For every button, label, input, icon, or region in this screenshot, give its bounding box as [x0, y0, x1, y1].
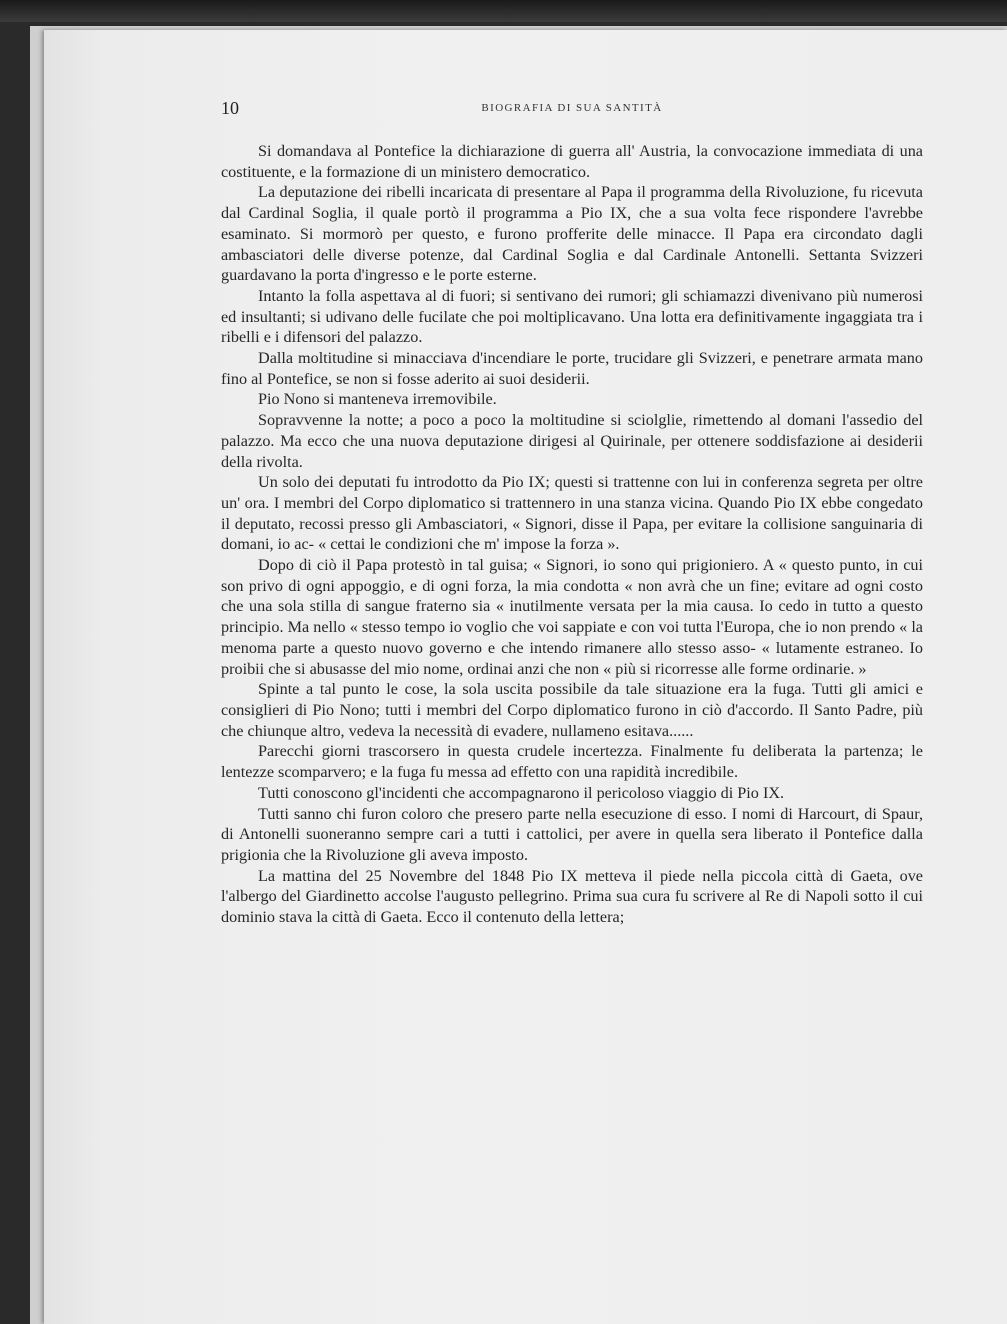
paragraph: Intanto la folla aspettava al di fuori; si sentivano dei rumori; gli schiamazzi divenivano più numerosi ed insultanti; si udivano delle fucilate che poi moltiplicavano. Una lotta era definitivamente ingaggiata tra i ribelli e i difensori del palazzo. — [221, 286, 923, 347]
paragraph: Si domandava al Pontefice la dichiarazione di guerra all' Austria, la convocazione immediata di una costituente, e la formazione di un ministero democratico. — [221, 142, 923, 181]
paragraph: La deputazione dei ribelli incaricata di presentare al Papa il programma della Rivoluzione, fu ricevuta dal Cardinal Soglia, il quale portò il programma a Pio IX, che a sua volta fece rispondere l'avrebbe esaminato. Si mormorò per questo, e furono profferite delle minacce. Il Papa era circondato dagli ambasciatori delle diverse potenze, dal Cardinal Soglia e dal Cardinale Antonelli. Settanta Svizzeri guardavano la porta d'ingresso e le porte esterne. — [221, 183, 923, 285]
paragraph: Tutti conoscono gl'incidenti che accompagnarono il pericoloso viaggio di Pio IX. — [258, 783, 785, 802]
paragraph: Un solo dei deputati fu introdotto da Pio IX; questi si trattenne con lui in conferenza segreta per oltre un' ora. I membri del Corpo diplomatico si trattennero in una stanza vicina. Quando Pio IX ebbe congedato il deputato, recossi presso gli Ambasciatori, « Signori, disse il Papa, per evitare la collisione sanguinaria di domani, io ac- « cettai le condizioni che m' impose la forza ». — [221, 473, 923, 554]
page-number: 10 — [221, 98, 239, 118]
paragraph: Spinte a tal punto le cose, la sola uscita possibile da tale situazione era la fuga. Tutti gli amici e consiglieri di Pio Nono; tutti i membri del Corpo diplomatico furono in ciò d'accordo. Il Santo Padre, più che chiunque altro, vedeva la necessità di evadere, nullameno esitava...... — [221, 680, 923, 740]
page-header — [221, 98, 923, 128]
paragraph: Parecchi giorni trascorsero in questa crudele incertezza. Finalmente fu deliberata la partenza; le lentezze scomparvero; e la fuga fu messa ad effetto con una rapidità incredibile. — [221, 742, 923, 782]
paragraph: Pio Nono si manteneva irremovibile. — [258, 390, 497, 409]
paragraph: Sopravvenne la notte; a poco a poco la moltitudine si sciolglie, rimettendo al domani l'assedio del palazzo. Ma ecco che una nuova deputazione dirigesi al Quirinale, per ottenere soddisfazione ai desiderii della rivolta. — [221, 411, 923, 471]
body-text — [221, 141, 923, 928]
paragraph: Tutti sanno chi furon coloro che presero parte nella esecuzione di esso. I nomi di Harcourt, di Spaur, di Antonelli suoneranno sempre cari a tutti i cattolici, per avere in quella sera liberato il Pontefice dalla prigionia che la Rivoluzione gli aveva imposto. — [221, 804, 923, 864]
paragraph: Dalla moltitudine si minacciava d'incendiare le porte, trucidare gli Svizzeri, e penetrare armata mano fino al Pontefice, se non si fosse aderito ai suoi desiderii. — [221, 349, 923, 388]
paragraph: Dopo di ciò il Papa protestò in tal guisa; « Signori, io sono qui prigioniero. A « questo punto, in cui son privo di ogni appoggio, e di ogni forza, la mia condotta « non avrà che un fine; evitare ad ogni costo che una sola stilla di sangue fraterno sia « inutilmente versata per la mia causa. Io cedo in tutto a questo principio. Ma nello « stesso tempo io voglio che voi sappiate e con voi tutta l'Europa, che io non prendo « la menoma parte a questo nuovo governo e che intendo rimanere allo stesso asso- « lutamente estraneo. Io proibii che si abusasse del mio nome, ordinai anzi che non « più si ricorresse alle forme ordinarie. » — [221, 556, 923, 678]
running-title: BIOGRAFIA DI SUA SANTITÀ — [481, 102, 663, 114]
paragraph: La mattina del 25 Novembre del 1848 Pio IX metteva il piede nella piccola città di Gaeta, ove l'albergo del Giardinetto accolse l'augusto pellegrino. Prima sua cura fu scrivere al Re di Napoli sotto il cui dominio stava la città di Gaeta. Ecco il contenuto della lettera; — [221, 866, 923, 927]
scan-border — [0, 0, 1007, 22]
